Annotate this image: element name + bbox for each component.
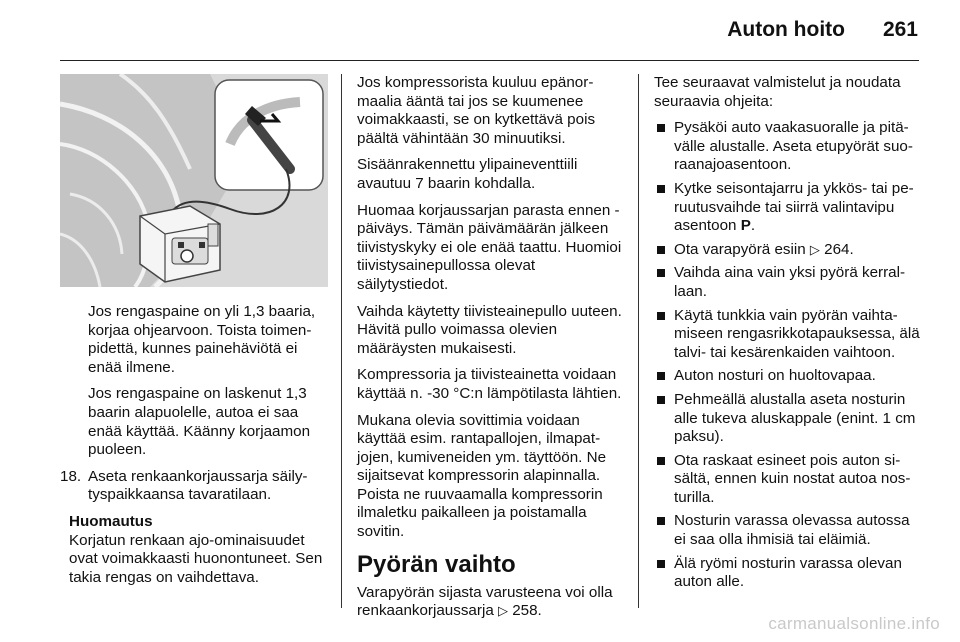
bullet-icon [657,396,665,404]
paragraph: Jos rengaspaine on laskenut 1,3 baarin alapuolelle, autoa ei saa enää käyttää. Käänny korjaamon puoleen. [88,385,311,459]
section-heading: Pyörän vaihto [357,550,516,578]
note-title: Huomautus [69,512,153,530]
list-item [654,367,922,386]
reference-arrow-icon: ▷ [809,241,820,257]
list-item [654,555,922,592]
watermark: carmanualsonline.info [768,614,940,633]
paragraph: Vaihda käytetty tiivisteainepullo uuteen. Hävitä pullo voimassa olevien määräysten mukaisesti. [357,302,622,357]
numbered-step [60,468,328,505]
step-number: 18. [60,467,82,485]
bullet-icon [657,269,665,277]
column-divider [341,74,342,608]
bullet-icon [657,560,665,568]
list-item-text: Nosturin varassa olevassa autossa ei saa olla ihmisiä tai eläimiä. [674,512,910,549]
list-item-text: Ota raskaat esineet pois auton sisältä, ennen kuin nostat autoa nosturilla. [674,451,911,506]
column-1 [60,74,328,587]
bullet-icon [657,457,665,465]
list-item [654,452,922,508]
list-item-text: Käytä tunkkia vain pyörän vaihtamiseen rengasrikkotapauksessa, älä talvi- tai kesärenkaiden vaihtoon. [674,306,920,361]
bullet-icon [657,124,665,132]
instruction-list [654,119,922,592]
bullet-icon [657,312,665,320]
paragraph: Sisäänrakennettu ylipaineventtiili avautuu 7 baarin kohdalla. [357,156,578,192]
paragraph [357,584,625,621]
bullet-icon [657,246,665,254]
list-item-text-end: . [750,217,756,235]
gear-position-label: P [740,217,751,235]
list-item [654,512,922,549]
paragraph: Huomaa korjaussarjan parasta ennen -päiväys. Tämän päivämäärän jälkeen tiivistyskyky ei ole enää taattu. Huomioi tiivistysainepullossa olevat säilytystiedot. [357,201,622,293]
column-3 [654,74,922,597]
list-item-text: Kytke seisontajarru ja ykkös- tai peruutusvaihde tai siirrä valintavipu asentoon [674,179,914,235]
page-reference[interactable]: 264. [824,240,854,258]
column-2 [357,74,625,629]
note-block [60,513,328,587]
paragraph: Jos kompressorista kuuluu epänormaalia ääntä tai jos se kuumenee voimakkaasti, se on kytkettävä pois päältä vähintään 30 minuutiksi. [357,74,596,147]
list-item [654,119,922,175]
header-divider [60,60,919,61]
header-title: Auton hoito [727,18,845,41]
bullet-icon [657,517,665,525]
list-item [654,241,922,260]
list-item-text: Ota varapyörä esiin [674,240,810,258]
bullet-icon [657,185,665,193]
list-item-text: Pehmeällä alustalla aseta nosturin alle tukeva aluskappale (enint. 1 cm paksu). [674,390,916,446]
paragraph: Kompressoria ja tiivisteainetta voidaan käyttää n. -30 °C:n lämpötilasta lähtien. [357,366,622,402]
list-item [654,307,922,363]
page-number: 261 [882,18,918,41]
bullet-icon [657,372,665,380]
list-item-text: Auton nosturi on huoltovapaa. [674,367,876,385]
paragraph-text: Varapyörän sijasta varusteena voi olla renkaankorjaussarja [357,583,613,620]
list-item [654,264,922,301]
intro-paragraph: Tee seuraavat valmistelut ja noudata seuraavia ohjeita: [654,74,901,110]
paragraph: Mukana olevia sovittimia voidaan käyttää esim. rantapallojen, ilmapatjojen, kumiveneiden ym. täyttöön. Ne sijaitsevat kompressorin alapinnalla. Poista ne ruuvaamalla kompressorin ilmaletku paikalleen ja poistamalla sovitin. [357,411,607,541]
list-item-text: Pysäköi auto vaakasuoralle ja pitävälle alustalle. Aseta etupyörät suoraanajoasentoon. [674,119,913,174]
column-divider [638,74,639,608]
list-item-text: Älä ryömi nosturin varassa olevan auton alle. [674,554,902,591]
paragraph: Jos rengaspaine on yli 1,3 baaria, korjaa ohjearvoon. Toista toimenpidettä, kunnes painehäviötä ei enää ilmene. [88,303,316,376]
reference-arrow-icon: ▷ [497,603,508,619]
step-text: Aseta renkaankorjaussarja säilytyspaikkaansa tavaratilaan. [88,467,308,504]
compressor-wheel-image [60,74,328,287]
note-text: Korjatun renkaan ajo-ominaisuudet ovat voimakkaasti huonontuneet. Sen takia rengas on vaihdettava. [69,531,323,586]
list-item-text: Vaihda aina vain yksi pyörä kerrallaan. [674,264,906,300]
tire-inflation-illustration [60,74,328,287]
list-item [654,391,922,447]
list-item [654,180,922,236]
page-reference[interactable]: 258. [512,602,542,620]
